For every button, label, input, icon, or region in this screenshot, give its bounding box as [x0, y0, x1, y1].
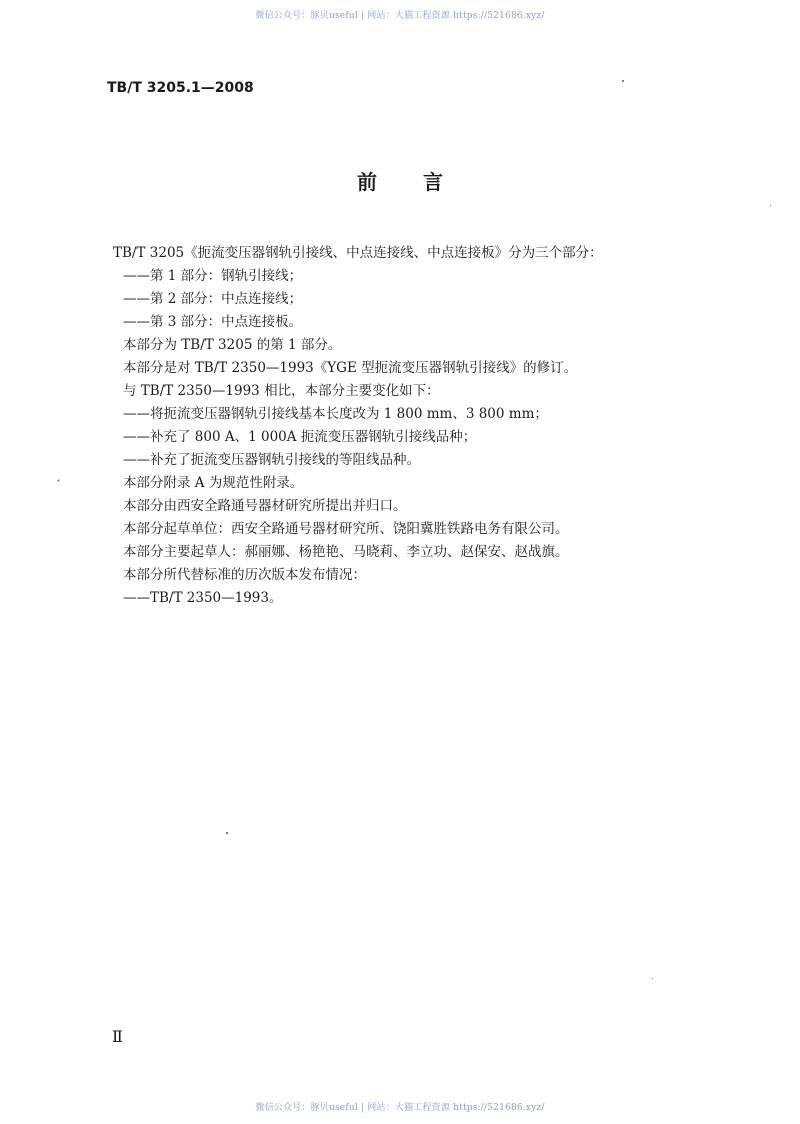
- page-number: Ⅱ: [112, 1027, 123, 1046]
- scan-speck: [770, 205, 771, 206]
- body-line: ——TB/T 2350—1993。: [123, 590, 283, 606]
- title-char-1: 前: [357, 170, 377, 194]
- foreword-body: [113, 242, 713, 610]
- scan-speck: [226, 832, 228, 834]
- body-line: ——补充了扼流变压器钢轨引接线的等阻线品种。: [123, 452, 420, 468]
- title-char-2: 言: [423, 170, 443, 194]
- body-line: 本部分起草单位：西安全路通号器材研究所、饶阳冀胜铁路电务有限公司。: [123, 521, 569, 537]
- watermark-bottom: 微信公众号：豚贝useful | 网站：大猫工程资源 https://521686.xyz/: [255, 1103, 545, 1113]
- scan-speck: [622, 80, 624, 82]
- watermark-top: 微信公众号：豚贝useful | 网站：大猫工程资源 https://521686.xyz/: [255, 11, 545, 21]
- body-line: ——将扼流变压器钢轨引接线基本长度改为 1 800 mm、3 800 mm；: [123, 406, 548, 422]
- body-line: 本部分主要起草人：郝丽娜、杨艳艳、马晓莉、李立功、赵保安、赵战旗。: [123, 544, 569, 560]
- body-line: ——补充了 800 A、1 000A 扼流变压器钢轨引接线品种；: [123, 429, 477, 445]
- body-line: 本部分所代替标准的历次版本发布情况：: [123, 567, 366, 583]
- body-line: ——第 2 部分：中点连接线；: [123, 291, 303, 307]
- scan-speck: [652, 978, 653, 979]
- body-line: TB/T 3205《扼流变压器钢轨引接线、中点连接线、中点连接板》分为三个部分：: [113, 245, 603, 261]
- body-line: 本部分由西安全路通号器材研究所提出并归口。: [123, 498, 407, 514]
- body-line: ——第 1 部分：钢轨引接线；: [123, 268, 303, 284]
- body-line: 本部分是对 TB/T 2350—1993《YGE 型扼流变压器钢轨引接线》的修订。: [123, 360, 578, 376]
- body-line: 本部分附录 A 为规范性附录。: [123, 475, 304, 491]
- body-line: 与 TB/T 2350—1993 相比，本部分主要变化如下：: [123, 383, 440, 399]
- body-line: ——第 3 部分：中点连接板。: [123, 314, 303, 330]
- page-title: [0, 166, 800, 195]
- body-line: 本部分为 TB/T 3205 的第 1 部分。: [123, 337, 342, 353]
- scan-speck: [57, 479, 60, 482]
- standard-number: TB/T 3205.1—2008: [107, 80, 254, 96]
